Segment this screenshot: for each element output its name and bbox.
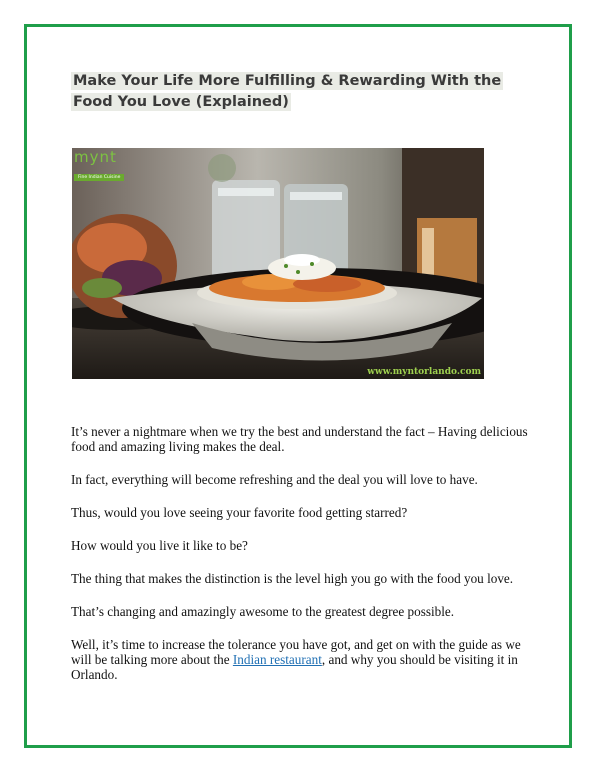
paragraph-7-after-link: , and why you should be visiting it in Orlando. bbox=[71, 652, 518, 682]
paragraph-4: How would you live it like to be? bbox=[71, 538, 248, 553]
food-photo-illustration bbox=[72, 148, 484, 379]
paragraph-5: The thing that makes the distinction is the level high you go with the food you love. bbox=[71, 571, 514, 586]
logo-text: mynt bbox=[74, 148, 117, 166]
food-photo bbox=[72, 148, 484, 379]
image-watermark: www.myntorlando.com bbox=[367, 367, 481, 377]
logo-tagline: Fine Indian Cuisine bbox=[74, 174, 124, 181]
paragraph-7-before-link: Well, it’s time to increase the tolerance you have got, and get on with the guide as we will be talking more about the bbox=[71, 637, 521, 667]
restaurant-logo bbox=[74, 149, 124, 183]
indian-restaurant-link[interactable]: Indian restaurant bbox=[232, 652, 322, 667]
paragraph-2: In fact, everything will become refreshing and the deal you will love to have. bbox=[71, 472, 478, 487]
paragraph-7 bbox=[71, 637, 541, 682]
article-body bbox=[71, 424, 541, 700]
paragraph-3: Thus, would you love seeing your favorite food getting starred? bbox=[71, 505, 408, 520]
article-title-text: Make Your Life More Fulfilling & Rewarding With the Food You Love (Explained) bbox=[73, 73, 502, 110]
article-title bbox=[71, 71, 519, 113]
paragraph-6: That’s changing and amazingly awesome to the greatest degree possible. bbox=[71, 604, 455, 619]
paragraph-1: It’s never a nightmare when we try the best and understand the fact – Having delicious food and amazing living makes the deal. bbox=[71, 424, 528, 454]
